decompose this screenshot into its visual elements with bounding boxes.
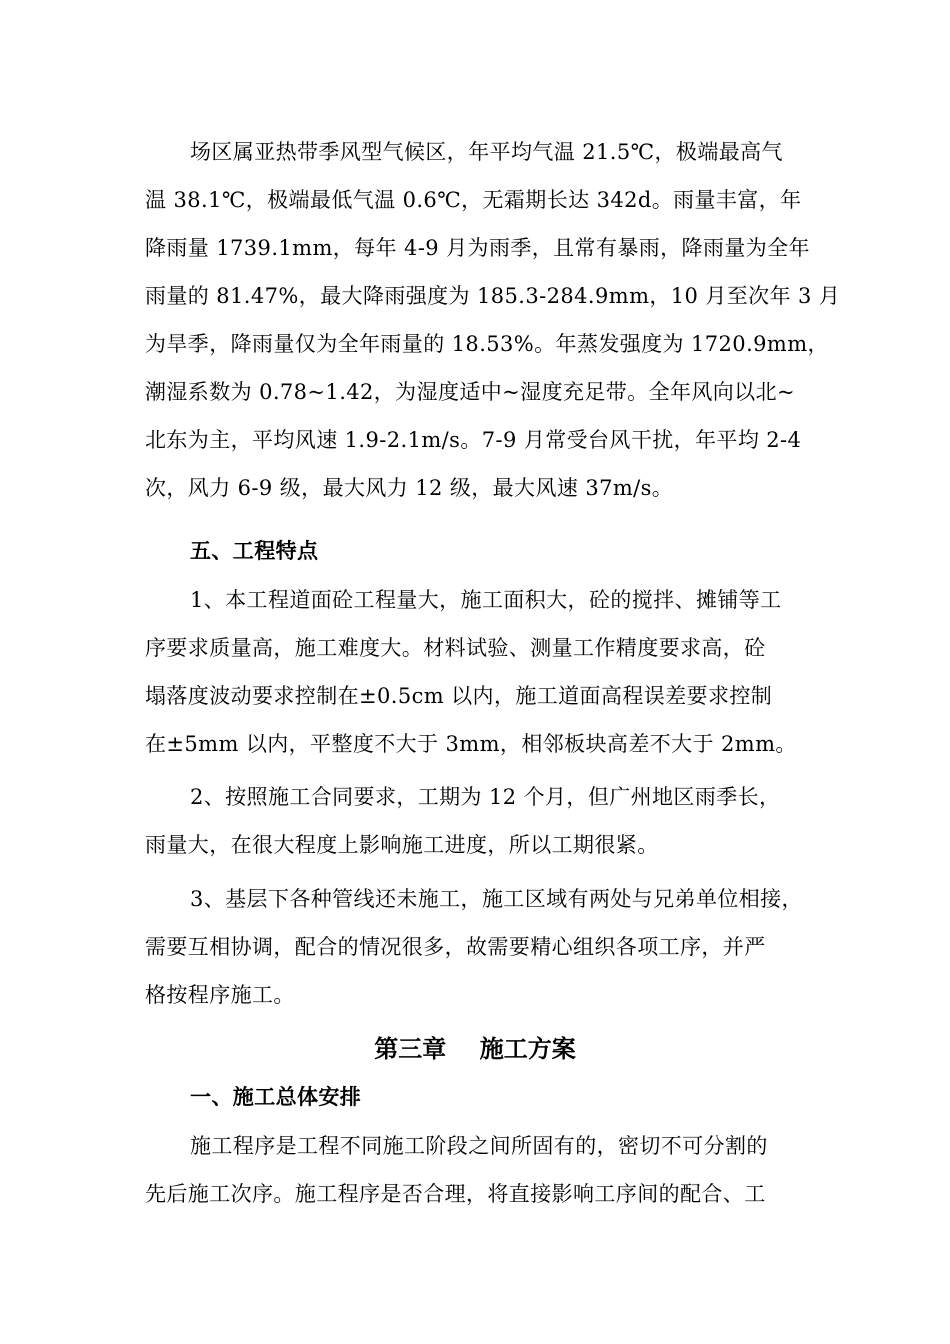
paragraph-line: 3、基层下各种管线还未施工，施工区域有两处与兄弟单位相接， (190, 887, 803, 911)
paragraph-line: 潮湿系数为 0.78~1.42，为湿度适中~湿度充足带。全年风向以北~ (145, 380, 795, 404)
paragraph-line: 北东为主，平均风速 1.9-2.1m/s。7-9 月常受台风干扰，年平均 2-4 (145, 428, 802, 452)
paragraph-line: 2、按照施工合同要求，工期为 12 个月，但广州地区雨季长， (190, 785, 781, 809)
paragraph-line: 塌落度波动要求控制在±0.5cm 以内，施工道面高程误差要求控制 (145, 684, 773, 708)
paragraph-line: 雨量大，在很大程度上影响施工进度，所以工期很紧。 (145, 833, 659, 857)
paragraph-line: 降雨量 1739.1mm，每年 4-9 月为雨季，且常有暴雨，降雨量为全年 (145, 236, 810, 260)
paragraph-line: 温 38.1℃，极端最低气温 0.6℃，无霜期长达 342d。雨量丰富，年 (145, 188, 802, 212)
paragraph-line: 雨量的 81.47%，最大降雨强度为 185.3-284.9mm，10 月至次年 3 月 (145, 284, 841, 308)
paragraph-line: 施工程序是工程不同施工阶段之间所固有的，密切不可分割的 (190, 1134, 768, 1158)
section-heading: 一、施工总体安排 (190, 1084, 362, 1109)
section-heading: 五、工程特点 (190, 538, 319, 563)
paragraph-line: 场区属亚热带季风型气候区，年平均气温 21.5℃，极端最高气 (190, 140, 783, 164)
paragraph-line: 在±5mm 以内，平整度不大于 3mm，相邻板块高差不大于 2mm。 (145, 732, 797, 756)
paragraph-line: 1、本工程道面砼工程量大，施工面积大，砼的搅拌、摊铺等工 (190, 588, 782, 612)
paragraph-line: 格按程序施工。 (145, 983, 295, 1007)
chapter-title: 第三章 施工方案 (374, 1034, 576, 1063)
paragraph-line: 次，风力 6-9 级，最大风力 12 级，最大风速 37m/s。 (145, 476, 674, 500)
paragraph-line: 为旱季，降雨量仅为全年雨量的 18.53%。年蒸发强度为 1720.9mm， (145, 332, 829, 356)
paragraph-line: 序要求质量高，施工难度大。材料试验、测量工作精度要求高，砼 (145, 636, 766, 660)
paragraph-line: 需要互相协调，配合的情况很多，故需要精心组织各项工序，并严 (145, 935, 766, 959)
paragraph-line: 先后施工次序。施工程序是否合理，将直接影响工序间的配合、工 (145, 1182, 766, 1206)
